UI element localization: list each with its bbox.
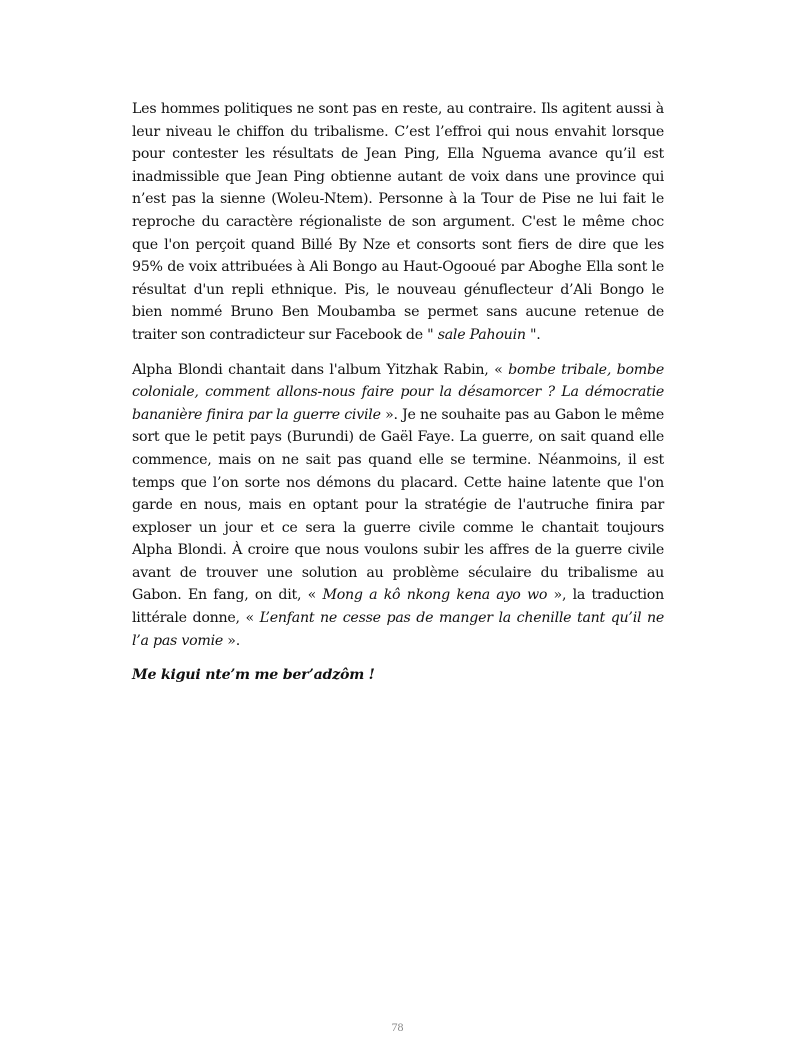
paragraph-2-text-d: ».: [223, 632, 240, 649]
paragraph-2-text-a: Alpha Blondi chantait dans l'album Yitzhak Rabin, «: [132, 361, 509, 378]
paragraph-2-quote-2: Mong a kô nkong kena ayo wo: [322, 587, 548, 604]
paragraph-2-quote-3: L’enfant ne cesse pas de manger la chenille tant qu’il ne l’a pas vomie: [132, 610, 665, 649]
page-number: 78: [391, 1020, 404, 1034]
closing-line: Me kigui nte’m me ber’adzôm !: [132, 667, 375, 684]
body-text: [132, 98, 664, 699]
paragraph-2-text-c: », la traduction littérale donne, «: [132, 587, 664, 627]
paragraph-1-quote: sale Pahouin: [433, 326, 530, 343]
paragraph-2: [132, 359, 664, 653]
paragraph-1-text: Les hommes politiques ne sont pas en reste, au contraire. Ils agitent aussi à leur niveau le chiffon du tribalisme. C’est l’effroi qui nous envahit lorsque pour contester les résultats de Jean Ping, Ella Nguema avance qu’il est inadmissible que Jean Ping obtienne autant de voix dans une province qui n’est pas la sienne (Woleu-Ntem). Personne à la Tour de Pise ne lui fait le reproche du caractère régionaliste de son argument. C'est le même choc que l'on perçoit quand Billé By Nze et consorts sont fiers de dire que les 95% de voix attribuées à Ali Bongo au Haut-Ogooué par Aboghe Ella sont le résultat d'un repli ethnique. Pis, le nouveau génuflecteur d’Ali Bongo le bien nommé Bruno Ben Moubamba se permet sans aucune retenue de traiter son contradicteur sur Facebook de ": [132, 101, 664, 343]
paragraph-2-text-b: ». Je ne souhaite pas au Gabon le même sort que le petit pays (Burundi) de Gaël Faye. La guerre, on sait quand elle commence, mais on ne sait pas quand elle se termine. Néanmoins, il est temps que l’on sorte nos démons du placard. Cette haine latente que l'on garde en nous, mais en optant pour la stratégie de l'autruche finira par exploser un jour et ce sera la guerre civile comme le chantait toujours Alpha Blondi. À croire que nous voulons subir les affres de la guerre civile avant de trouver une solution au problème séculaire du tribalisme au Gabon. En fang, on dit, «: [132, 406, 664, 604]
paragraph-2-quote-1: bombe tribale, bombe coloniale, comment allons-nous faire pour la désamorcer ? La démocratie bananière finira par la guerre civile: [132, 361, 664, 423]
paragraph-1-end: ".: [530, 326, 541, 343]
paragraph-1: [132, 98, 664, 347]
